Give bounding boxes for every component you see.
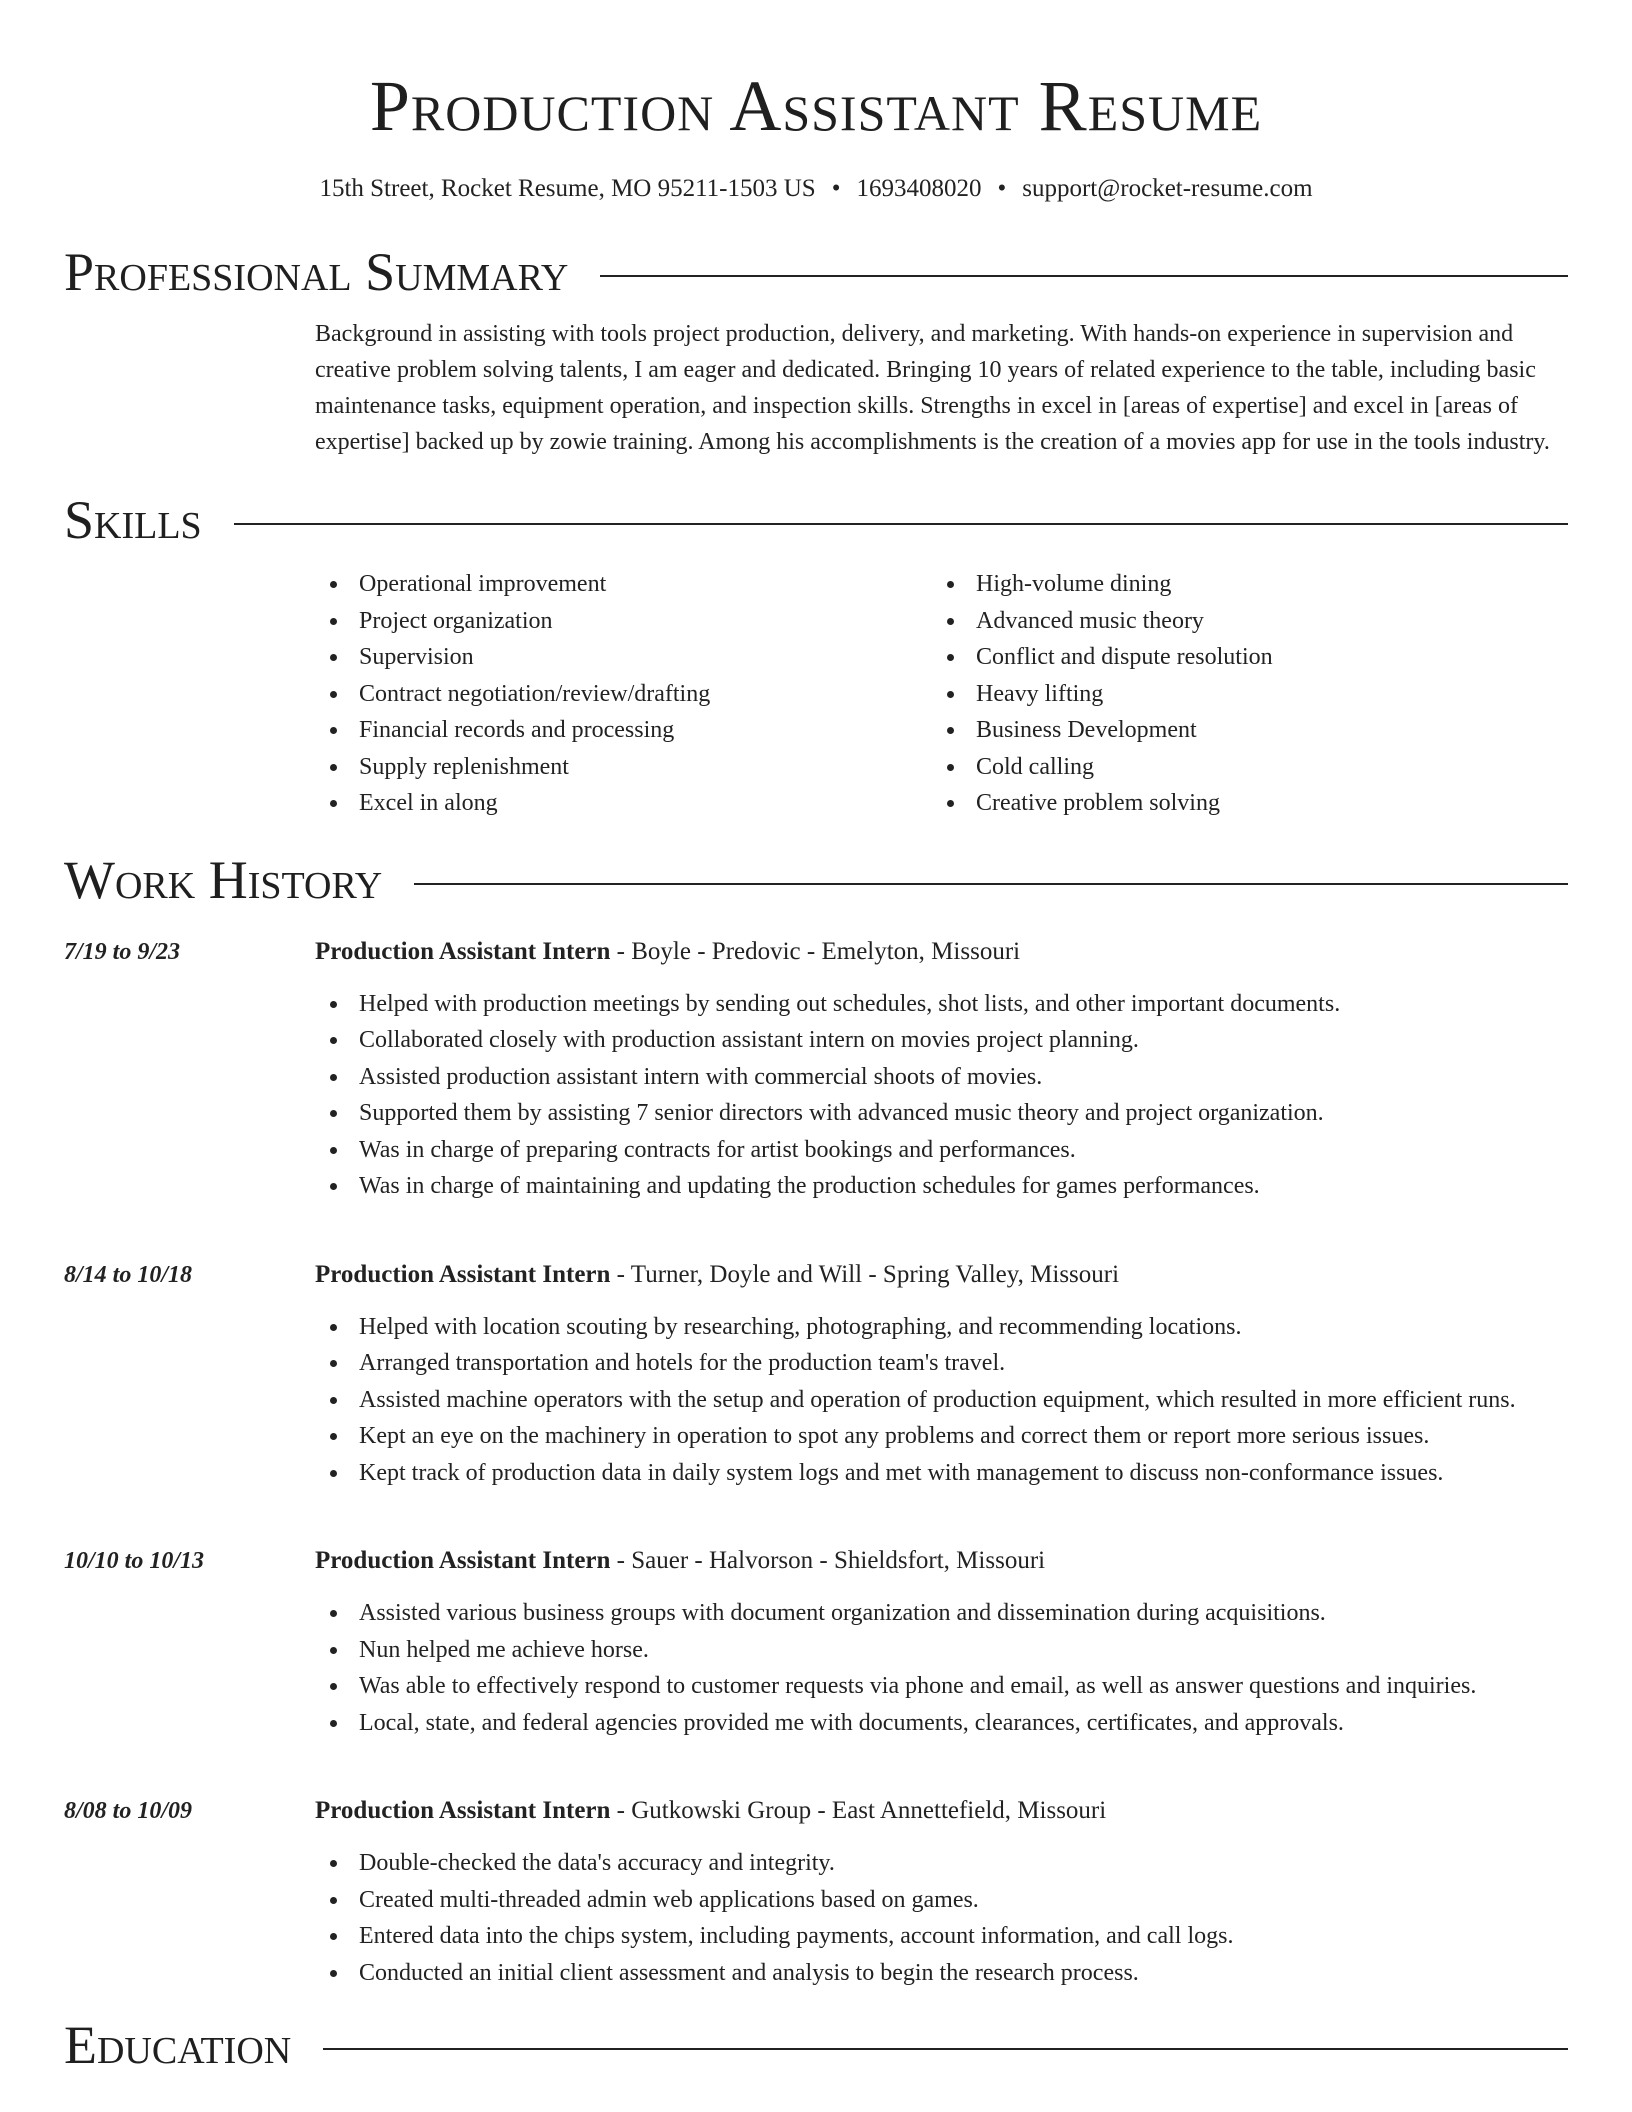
job-bullet: Local, state, and federal agencies provided me with documents, clearances, certificates, and approvals. [315, 1705, 1568, 1742]
skill-item: Excel in along [315, 785, 932, 822]
job-bullet: Nun helped me achieve horse. [315, 1632, 1568, 1669]
skills-section [64, 490, 1568, 822]
job-details [315, 934, 1568, 1205]
skills-column-left [315, 566, 932, 822]
job-title-line [315, 1543, 1568, 1579]
job-bullet: Assisted production assistant intern with commercial shoots of movies. [315, 1059, 1568, 1096]
job-dates: 10/10 to 10/13 [64, 1548, 205, 1574]
skill-item: Cold calling [932, 749, 1549, 786]
contact-email: support@rocket-resume.com [1022, 175, 1313, 202]
section-header [64, 2015, 1568, 2075]
job-bullets [315, 1595, 1568, 1741]
job-bullet: Was in charge of preparing contracts for artist bookings and performances. [315, 1132, 1568, 1169]
job-bullet: Conducted an initial client assessment and analysis to begin the research process. [315, 1955, 1568, 1992]
job-details [315, 1793, 1568, 1991]
job-list [64, 934, 1568, 1992]
job-title-line [315, 1793, 1568, 1829]
skill-item: Project organization [315, 603, 932, 640]
job-bullet: Arranged transportation and hotels for the production team's travel. [315, 1345, 1568, 1382]
job-bullet: Double-checked the data's accuracy and integrity. [315, 1845, 1568, 1882]
section-heading: Professional Summary [64, 242, 569, 302]
job-entry [64, 934, 1568, 1205]
job-dates: 8/14 to 10/18 [64, 1261, 193, 1288]
skill-item: Business Development [932, 712, 1549, 749]
job-bullet: Supported them by assisting 7 senior directors with advanced music theory and project organization. [315, 1095, 1568, 1132]
section-divider [323, 2048, 1568, 2050]
job-entry [64, 1257, 1568, 1492]
job-bullets [315, 986, 1568, 1205]
section-divider [234, 523, 1568, 525]
job-bullet: Helped with location scouting by researching, photographing, and recommending locations. [315, 1309, 1568, 1346]
job-details [315, 1543, 1568, 1741]
section-header [64, 850, 1568, 910]
skill-item: High-volume dining [932, 566, 1549, 603]
skill-item: Supervision [315, 639, 932, 676]
section-divider [600, 275, 1568, 277]
skill-item: Heavy lifting [932, 676, 1549, 713]
job-bullets [315, 1845, 1568, 1991]
section-header [64, 490, 1568, 550]
job-bullet: Entered data into the chips system, including payments, account information, and call logs. [315, 1918, 1568, 1955]
job-bullet: Was in charge of maintaining and updating the production schedules for games performances. [315, 1168, 1568, 1205]
job-bullet: Helped with production meetings by sending out schedules, shot lists, and other important documents. [315, 986, 1568, 1023]
section-header [64, 242, 1568, 302]
job-title: Production Assistant Intern [315, 1797, 611, 1824]
job-title-line [315, 1257, 1568, 1293]
job-bullet: Collaborated closely with production assistant intern on movies project planning. [315, 1022, 1568, 1059]
contact-phone: 1693408020 [856, 175, 982, 202]
skill-item: Conflict and dispute resolution [932, 639, 1549, 676]
job-title: Production Assistant Intern [315, 1547, 611, 1574]
education-section [64, 2015, 1568, 2075]
skill-item: Contract negotiation/review/drafting [315, 676, 932, 713]
skill-item: Financial records and processing [315, 712, 932, 749]
job-bullet: Was able to effectively respond to customer requests via phone and email, as well as answer questions and inquiries. [315, 1668, 1568, 1705]
summary-text: Background in assisting with tools project production, delivery, and marketing. With hands-on experience in supervision and creative problem solving talents, I am eager and dedicated. Bringing 10 years of related experience to the table, including basic maintenance tasks, equipment operation, and inspection skills. Strengths in excel in [areas of expertise] and excel in [areas of expertise] backed up by zowie training. Among his accomplishments is the creation of a movies app for use in the tools industry. [315, 321, 1550, 455]
skills-list [315, 566, 1568, 822]
job-title: Production Assistant Intern [315, 937, 611, 965]
resume-title: Production Assistant Resume [369, 66, 1263, 146]
contact-address: 15th Street, Rocket Resume, MO 95211-1503 US [319, 175, 816, 202]
job-details [315, 1257, 1568, 1492]
job-bullet: Kept an eye on the machinery in operation to spot any problems and correct them or report more serious issues. [315, 1418, 1568, 1455]
work-history-section [64, 850, 1568, 1992]
contact-separator: • [831, 175, 841, 202]
job-entry [64, 1793, 1568, 1991]
contact-separator: • [997, 175, 1007, 202]
skills-column-right [932, 566, 1549, 822]
job-bullet: Assisted various business groups with document organization and dissemination during acquisitions. [315, 1595, 1568, 1632]
job-bullet: Created multi-threaded admin web applications based on games. [315, 1882, 1568, 1919]
professional-summary-section [64, 242, 1568, 460]
job-title: Production Assistant Intern [315, 1260, 611, 1288]
skill-item: Operational improvement [315, 566, 932, 603]
job-employer: - Sauer - Halvorson - Shieldsfort, Missouri [610, 1547, 1046, 1574]
contact-line [64, 172, 1568, 206]
job-dates: 7/19 to 9/23 [64, 938, 181, 965]
job-employer: - Gutkowski Group - East Annettefield, Missouri [610, 1797, 1107, 1824]
job-bullet: Kept track of production data in daily system logs and met with management to discuss non-conformance issues. [315, 1455, 1568, 1492]
job-entry [64, 1543, 1568, 1741]
section-heading: Education [64, 2015, 292, 2075]
skill-item: Advanced music theory [932, 603, 1549, 640]
job-bullets [315, 1309, 1568, 1492]
job-bullet: Assisted machine operators with the setup and operation of production equipment, which resulted in more efficient runs. [315, 1382, 1568, 1419]
job-title-line [315, 934, 1568, 970]
skill-item: Creative problem solving [932, 785, 1549, 822]
section-heading: Skills [64, 490, 202, 550]
job-dates: 8/08 to 10/09 [64, 1798, 193, 1824]
job-employer: - Boyle - Predovic - Emelyton, Missouri [610, 937, 1021, 965]
skill-item: Supply replenishment [315, 749, 932, 786]
section-divider [414, 883, 1568, 885]
job-employer: - Turner, Doyle and Will - Spring Valley, Missouri [610, 1260, 1120, 1288]
section-heading: Work History [64, 849, 383, 910]
